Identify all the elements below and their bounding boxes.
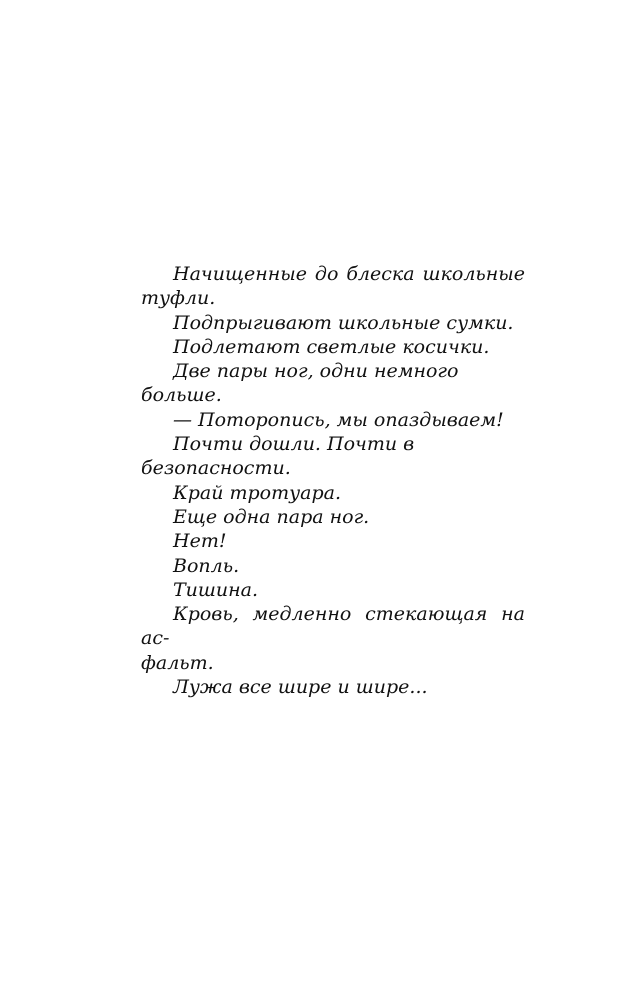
paragraph: Почти дошли. Почти в безопасности. — [141, 433, 415, 480]
text-block — [141, 262, 525, 699]
paragraph-line: Кровь, медленно стекающая на ас- — [141, 603, 525, 650]
paragraph: Подпрыгивают школьные сумки. — [173, 311, 514, 334]
paragraph: Край тротуара. — [173, 481, 341, 504]
paragraph: Нет! — [173, 530, 227, 553]
paragraph: Вопль. — [173, 554, 240, 577]
paragraph: Подлетают светлые косички. — [173, 335, 490, 358]
paragraph: — Поторопись, мы опаздываем! — [173, 408, 504, 431]
paragraph — [141, 602, 525, 675]
paragraph: Еще одна пара ног. — [173, 505, 370, 528]
paragraph: Две пары ног, одни немного больше. — [141, 360, 459, 407]
paragraph: Тишина. — [173, 578, 259, 601]
paragraph — [141, 262, 525, 311]
paragraph: Лужа все шире и шире... — [173, 676, 428, 699]
paragraph-line: Начищенные до блеска школьные — [173, 263, 525, 285]
paragraph-line: туфли. — [141, 287, 216, 310]
paragraph-line: фальт. — [141, 651, 214, 674]
